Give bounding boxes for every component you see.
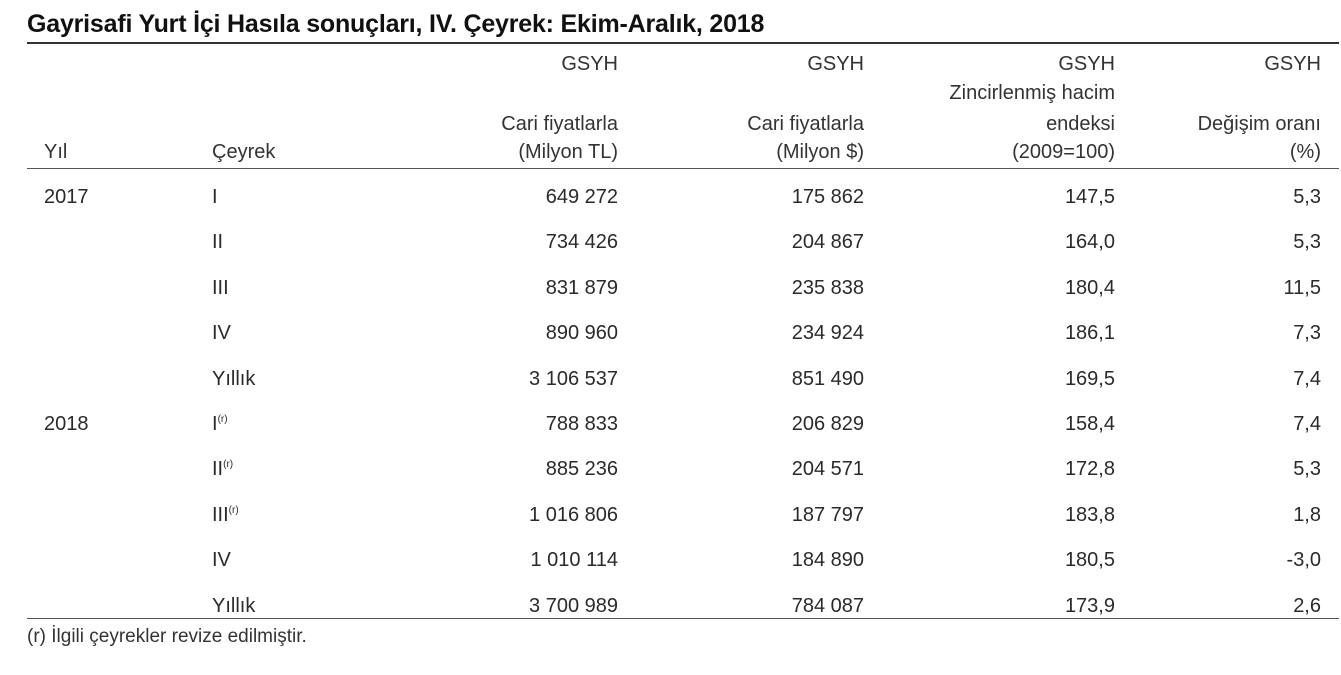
cell-current-price-usd: 184 890 (791, 549, 864, 571)
cell-change-rate: 5,3 (1293, 186, 1321, 208)
row-quarter (212, 548, 231, 572)
cell-current-price-tl: 3 106 537 (529, 368, 618, 390)
cell-change-rate: 1,8 (1293, 504, 1321, 526)
table-title: Gayrisafi Yurt İçi Hasıla sonuçları, IV. Çeyrek: Ekim-Aralık, 2018 (27, 10, 765, 38)
cell-chain-volume-index: 164,0 (1064, 231, 1115, 253)
cell-current-price-tl: 831 879 (545, 277, 618, 299)
cell-chain-volume-index: 183,8 (1064, 504, 1115, 526)
header-year: Yıl (44, 141, 68, 163)
header-col4-line1: GSYH (1264, 53, 1321, 75)
cell-current-price-usd: 235 838 (791, 277, 864, 299)
header-col3-line4: (2009=100) (1012, 141, 1115, 163)
header-col1-line1: GSYH (561, 53, 618, 75)
cell-current-price-tl: 890 960 (545, 322, 618, 344)
cell-current-price-tl: 1 016 806 (529, 504, 618, 526)
cell-current-price-usd: 175 862 (791, 186, 864, 208)
cell-change-rate: 7,4 (1293, 368, 1321, 390)
bottom-rule (27, 618, 1339, 619)
header-rule (27, 168, 1339, 169)
cell-chain-volume-index: 147,5 (1064, 186, 1115, 208)
header-col2-line1: GSYH (807, 53, 864, 75)
row-quarter-label: Yıllık (212, 595, 256, 617)
row-quarter (212, 503, 239, 527)
cell-current-price-tl: 734 426 (545, 231, 618, 253)
header-col2-line2: Cari fiyatlarla (747, 113, 864, 135)
row-quarter-label: I (212, 413, 218, 435)
cell-current-price-usd: 206 829 (791, 413, 864, 435)
cell-current-price-usd: 784 087 (791, 595, 864, 617)
row-quarter-label: I (212, 186, 218, 208)
header-col3-line1: GSYH (1058, 53, 1115, 75)
cell-chain-volume-index: 172,8 (1064, 458, 1115, 480)
top-rule (27, 42, 1339, 44)
row-quarter-label: IV (212, 322, 231, 344)
cell-chain-volume-index: 158,4 (1064, 413, 1115, 435)
cell-current-price-tl: 649 272 (545, 186, 618, 208)
cell-current-price-usd: 204 867 (791, 231, 864, 253)
revision-marker: (r) (223, 459, 234, 470)
header-col1-line2: Cari fiyatlarla (501, 113, 618, 135)
row-quarter-label: III (212, 504, 229, 526)
cell-change-rate: 7,4 (1293, 413, 1321, 435)
cell-current-price-usd: 187 797 (791, 504, 864, 526)
cell-chain-volume-index: 186,1 (1064, 322, 1115, 344)
cell-current-price-tl: 3 700 989 (529, 595, 618, 617)
revision-marker: (r) (228, 505, 239, 516)
cell-current-price-usd: 234 924 (791, 322, 864, 344)
cell-current-price-tl: 1 010 114 (530, 549, 618, 571)
cell-change-rate: 2,6 (1293, 595, 1321, 617)
row-quarter (212, 367, 255, 391)
row-year: 2018 (44, 413, 89, 435)
row-quarter-label: IV (212, 549, 231, 571)
cell-current-price-tl: 788 833 (545, 413, 618, 435)
cell-chain-volume-index: 180,5 (1064, 549, 1115, 571)
header-col2-line3: (Milyon $) (776, 141, 864, 163)
header-col3-line2: Zincirlenmiş hacim (949, 82, 1115, 104)
cell-change-rate: 5,3 (1293, 458, 1321, 480)
row-quarter (212, 594, 255, 618)
row-quarter-label: II (212, 231, 224, 253)
cell-change-rate: -3,0 (1286, 549, 1321, 571)
row-year: 2017 (44, 186, 89, 208)
row-quarter (212, 412, 228, 436)
row-quarter-label: II (212, 458, 224, 480)
row-quarter (212, 185, 218, 209)
cell-change-rate: 7,3 (1293, 322, 1321, 344)
header-col4-line3: (%) (1289, 141, 1321, 163)
row-quarter (212, 457, 233, 481)
cell-current-price-usd: 204 571 (791, 458, 864, 480)
header-col4-line2: Değişim oranı (1197, 113, 1321, 135)
header-col1-line3: (Milyon TL) (518, 141, 618, 163)
row-quarter-label: III (212, 277, 229, 299)
row-quarter-label: Yıllık (212, 368, 256, 390)
revision-marker: (r) (217, 414, 228, 425)
cell-change-rate: 5,3 (1293, 231, 1321, 253)
row-quarter (212, 321, 231, 345)
row-quarter (212, 276, 229, 300)
cell-current-price-usd: 851 490 (791, 368, 864, 390)
cell-current-price-tl: 885 236 (545, 458, 618, 480)
row-quarter (212, 230, 223, 254)
cell-chain-volume-index: 180,4 (1064, 277, 1115, 299)
cell-chain-volume-index: 169,5 (1064, 368, 1115, 390)
footnote: (r) İlgili çeyrekler revize edilmiştir. (27, 626, 307, 647)
header-quarter: Çeyrek (212, 141, 276, 163)
cell-change-rate: 11,5 (1283, 277, 1321, 299)
header-col3-line3: endeksi (1046, 113, 1115, 135)
cell-chain-volume-index: 173,9 (1064, 595, 1115, 617)
